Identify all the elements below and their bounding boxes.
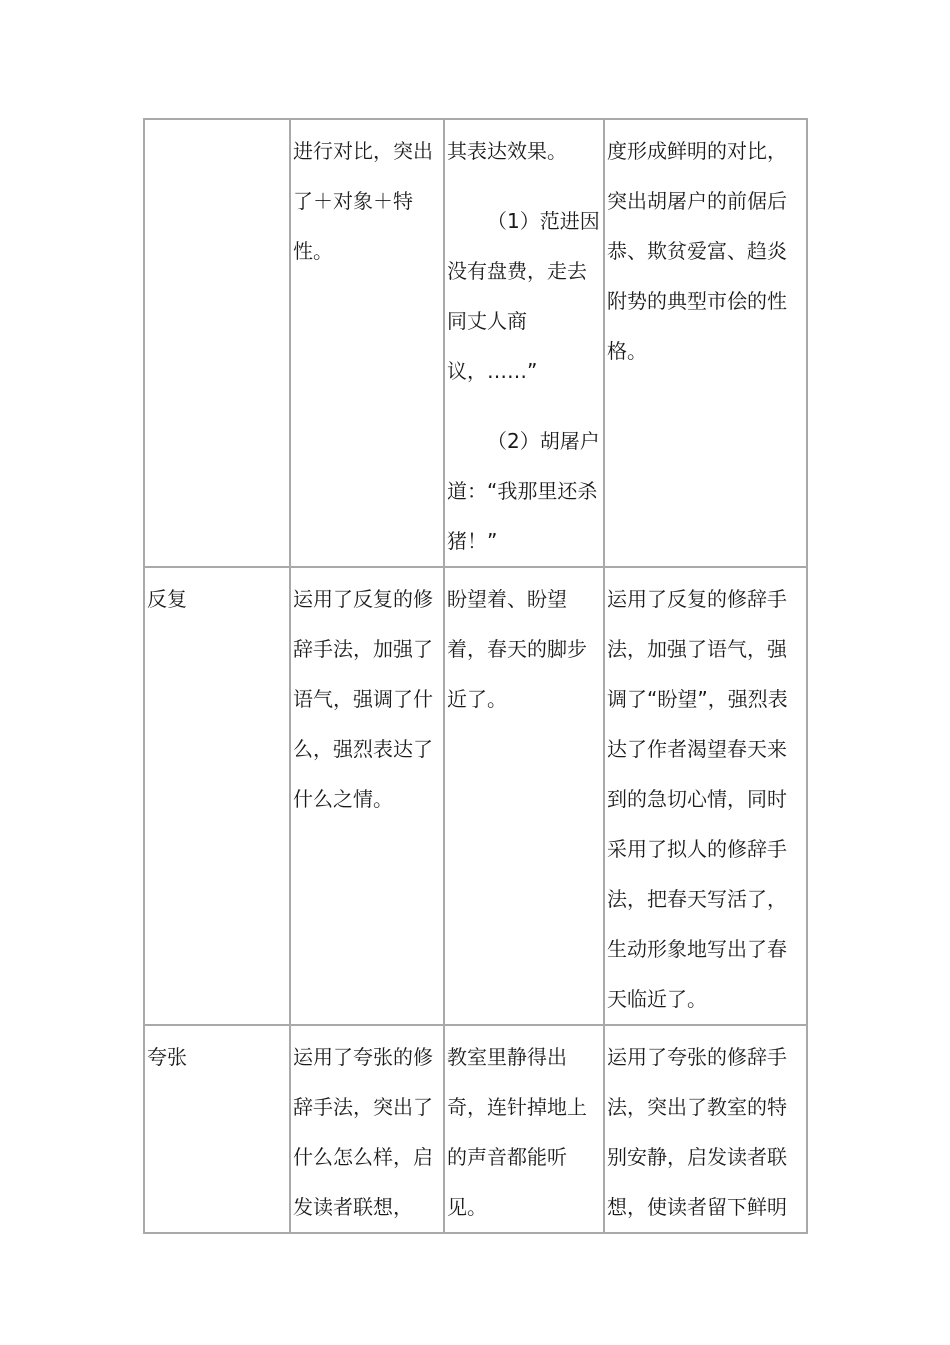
rhetoric-table bbox=[143, 118, 808, 1234]
example-text: 教室里静得出奇，连针掉地上的声音都能听见。 bbox=[447, 1045, 587, 1219]
table-row bbox=[144, 119, 807, 567]
table-cell-example bbox=[444, 567, 604, 1025]
device-name: 反复 bbox=[147, 587, 187, 611]
answer-template: 运用了反复的修辞手法，加强了语气，强调了什么，强烈表达了什么之情。 bbox=[293, 587, 433, 811]
table-cell-template bbox=[290, 567, 444, 1025]
example-text: 盼望着、盼望着，春天的脚步近了。 bbox=[447, 587, 587, 711]
table-cell-device bbox=[144, 567, 290, 1025]
table-cell-template bbox=[290, 1025, 444, 1233]
table-cell-device bbox=[144, 1025, 290, 1233]
table-cell-analysis bbox=[604, 119, 807, 567]
table-cell-template bbox=[290, 119, 444, 567]
table-row bbox=[144, 567, 807, 1025]
answer-template: 运用了夸张的修辞手法，突出了什么怎么样，启发读者联想， bbox=[293, 1045, 433, 1219]
table-cell-example bbox=[444, 1025, 604, 1233]
device-name bbox=[145, 120, 289, 126]
analysis-text: 运用了反复的修辞手法，加强了语气，强调了“盼望”，强烈表达了作者渴望春天来到的急切心情，同时采用了拟人的修辞手法，把春天写活了，生动形象地写出了春天临近了。 bbox=[607, 587, 788, 1011]
answer-template: 进行对比，突出了＋对象＋特性。 bbox=[293, 139, 433, 263]
table-cell-analysis bbox=[604, 567, 807, 1025]
device-name: 夸张 bbox=[147, 1045, 187, 1069]
table-row bbox=[144, 1025, 807, 1233]
analysis-text: 度形成鲜明的对比，突出胡屠户的前倨后恭、欺贫爱富、趋炎附势的典型市侩的性格。 bbox=[607, 139, 787, 363]
example-intro: 其表达效果。 bbox=[447, 139, 567, 163]
example-text bbox=[445, 120, 603, 566]
example-item-2: （2）胡屠户道：“我那里还杀猪！” bbox=[447, 429, 600, 553]
analysis-text: 运用了夸张的修辞手法，突出了教室的特别安静，启发读者联想，使读者留下鲜明 bbox=[607, 1045, 787, 1219]
table-cell-analysis bbox=[604, 1025, 807, 1233]
table-cell-example bbox=[444, 119, 604, 567]
example-item-1: （1）范进因没有盘费，走去同丈人商议，……” bbox=[447, 209, 600, 383]
table-cell-device bbox=[144, 119, 290, 567]
